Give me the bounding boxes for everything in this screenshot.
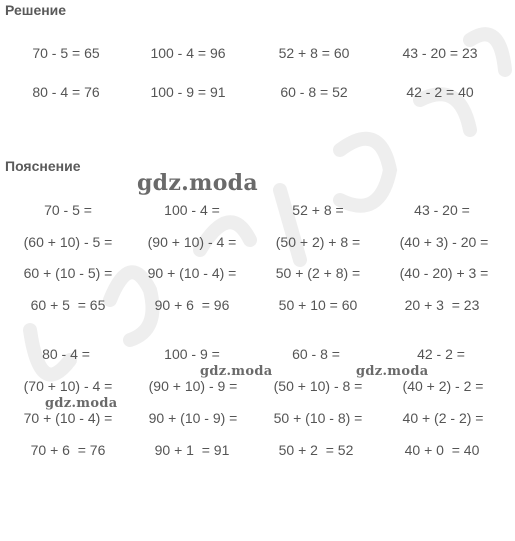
exp1-row1-col2: 100 - 4 = (164, 202, 220, 218)
exp1-row1-col1: 70 - 5 = (44, 202, 92, 218)
exp2-row1-col1: 80 - 4 = (42, 346, 90, 362)
solution-row2-col4: 42 - 2 = 40 (406, 84, 474, 100)
watermark-logo-small-b: gdz.moda (356, 364, 429, 379)
exp2-row1-col4: 42 - 2 = (417, 346, 465, 362)
exp1-row2-col1: (60 + 10) - 5 = (23, 234, 113, 250)
exp2-row3-col2: 90 + (10 - 9) = (148, 410, 238, 426)
exp1-row1-col4: 43 - 20 = (414, 202, 470, 218)
exp1-row1-col3: 52 + 8 = (292, 202, 344, 218)
solution-row2-col1: 80 - 4 = 76 (32, 84, 100, 100)
exp2-row4-col3: 50 + 2 = 52 (278, 442, 354, 458)
solution-row2-col3: 60 - 8 = 52 (280, 84, 348, 100)
exp2-row2-col4: (40 + 2) - 2 = (402, 378, 484, 394)
exp2-row3-col4: 40 + (2 - 2) = (402, 410, 484, 426)
exp1-row3-col1: 60 + (10 - 5) = (23, 265, 113, 281)
exp1-row2-col3: (50 + 2) + 8 = (275, 234, 361, 250)
exp2-row2-col3: (50 + 10) - 8 = (273, 378, 363, 394)
exp1-row3-col2: 90 + (10 - 4) = (147, 265, 237, 281)
exp1-row3-col4: (40 - 20) + 3 = (399, 265, 489, 281)
watermark-logo-main: gdz.moda (137, 170, 258, 196)
exp1-row3-col3: 50 + (2 + 8) = (275, 265, 361, 281)
exp1-row4-col4: 20 + 3 = 23 (404, 297, 480, 313)
exp1-row4-col3: 50 + 10 = 60 (278, 297, 358, 313)
explanation-heading: Пояснение (5, 158, 81, 174)
solution-row1-col2: 100 - 4 = 96 (150, 45, 226, 61)
solution-row2-col2: 100 - 9 = 91 (150, 84, 226, 100)
solution-row1-col4: 43 - 20 = 23 (402, 45, 478, 61)
exp2-row4-col2: 90 + 1 = 91 (154, 442, 230, 458)
exp2-row2-col2: (90 + 10) - 9 = (148, 378, 238, 394)
solution-row1-col1: 70 - 5 = 65 (32, 45, 100, 61)
watermark-logo-small-c: gdz.moda (45, 396, 118, 411)
exp2-row3-col1: 70 + (10 - 4) = (23, 410, 113, 426)
solution-heading: Решение (5, 2, 67, 18)
exp2-row4-col4: 40 + 0 = 40 (404, 442, 480, 458)
exp2-row1-col3: 60 - 8 = (292, 346, 340, 362)
exp1-row4-col2: 90 + 6 = 96 (154, 297, 230, 313)
exp1-row2-col2: (90 + 10) - 4 = (147, 234, 237, 250)
exp1-row2-col4: (40 + 3) - 20 = (399, 234, 489, 250)
exp1-row4-col1: 60 + 5 = 65 (30, 297, 106, 313)
exp2-row4-col1: 70 + 6 = 76 (30, 442, 106, 458)
exp2-row1-col2: 100 - 9 = (164, 346, 220, 362)
exp2-row2-col1: (70 + 10) - 4 = (23, 378, 113, 394)
solution-row1-col3: 52 + 8 = 60 (278, 45, 350, 61)
exp2-row3-col3: 50 + (10 - 8) = (273, 410, 363, 426)
watermark-logo-small-a: gdz.moda (200, 364, 273, 379)
